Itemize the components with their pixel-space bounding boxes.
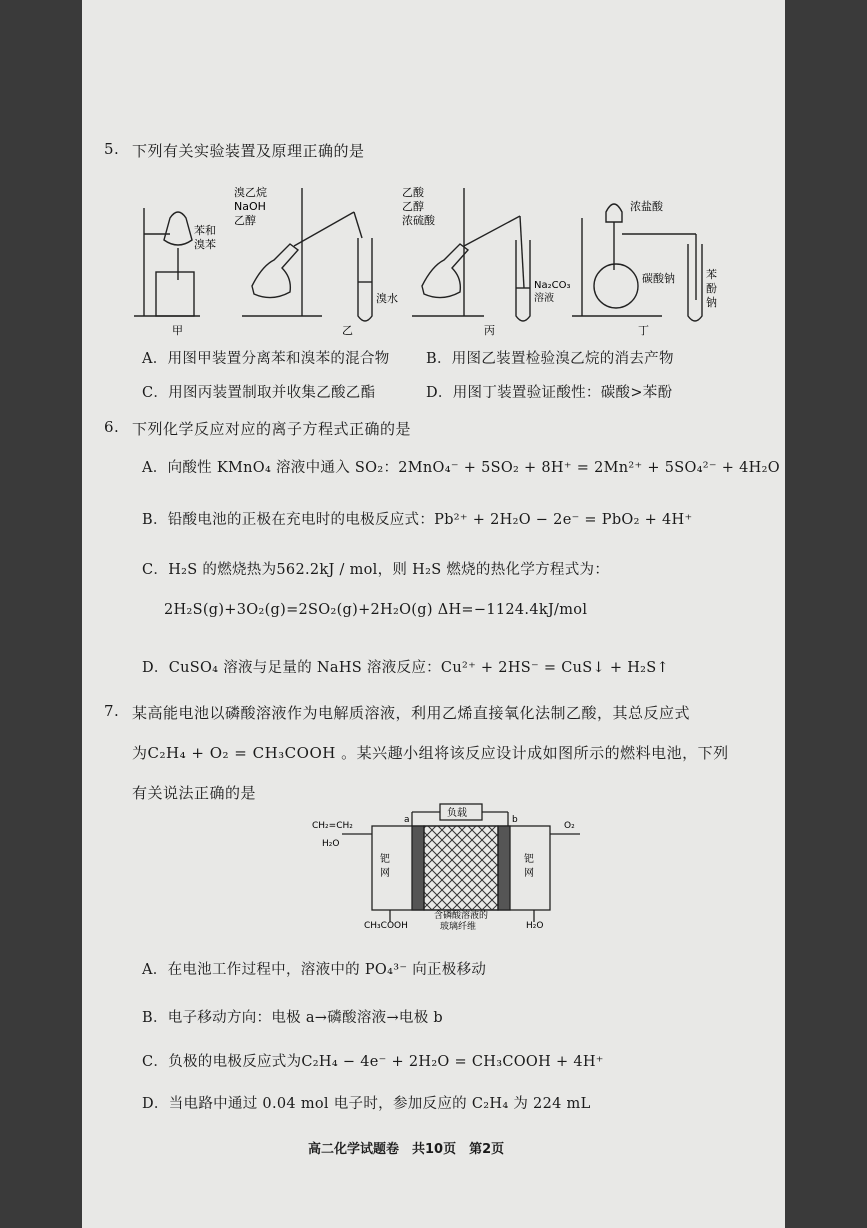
- ding-test-tube: [688, 244, 702, 321]
- bing-trap-label-1: Na₂CO₃: [534, 280, 571, 291]
- q5-option-d: D．用图丁装置验证酸性：碳酸>苯酚: [426, 385, 673, 401]
- bing-flask: [422, 244, 468, 298]
- ding-round-flask: [594, 264, 638, 308]
- q7-option-c: C．负极的电极反应式为C₂H₄ − 4e⁻ + 2H₂O = CH₃COOH + 4H⁺: [142, 1054, 604, 1070]
- q7-line2: 为C₂H₄ + O₂ = CH₃COOH 。某兴趣小组将该反应设计成如图所示的燃料电池，下列: [132, 744, 729, 762]
- yi-delivery-tube: [294, 212, 354, 246]
- page-footer: 高二化学试题卷 共10页 第2页: [308, 1142, 505, 1157]
- yi-trap-label: 溴水: [376, 292, 398, 305]
- q7-option-a: A．在电池工作过程中，溶液中的 PO₄³⁻ 向正极移动: [142, 962, 487, 978]
- q7-option-d: D．当电路中通过 0.04 mol 电子时，参加反应的 C₂H₄ 为 224 mL: [142, 1096, 591, 1112]
- q7-number: 7.: [104, 702, 120, 720]
- outlet-right-label: H₂O: [526, 921, 544, 930]
- caption-ding: 丁: [638, 324, 649, 337]
- mesh-right-label-2: 网: [524, 868, 534, 879]
- q6-option-a: A．向酸性 KMnO₄ 溶液中通入 SO₂：2MnO₄⁻ + 5SO₂ + 8H⁺ = 2Mn²⁺ + 5SO₄²⁻ + 4H₂O: [142, 460, 780, 476]
- ding-flask-label: 碳酸钠: [642, 272, 675, 285]
- q5-option-b: B．用图乙装置检验溴乙烷的消去产物: [426, 351, 674, 367]
- membrane-label-1: 含磷酸溶液的: [434, 911, 489, 921]
- electrode-b-label: b: [512, 815, 518, 825]
- ding-tube-label-1: 苯: [706, 268, 717, 281]
- q5-number: 5.: [104, 140, 120, 158]
- yi-test-tube: [358, 238, 372, 321]
- ding-tube-label-2: 酚: [706, 282, 717, 295]
- bing-trap-label-2: 溶液: [534, 293, 554, 304]
- glass-fiber-membrane: [424, 826, 498, 910]
- ding-funnel-label: 浓盐酸: [630, 200, 663, 213]
- q5-option-c: C．用图丙装置制取并收集乙酸乙酯: [142, 385, 376, 401]
- jia-label-1: 苯和: [194, 224, 216, 237]
- electrode-a-label: a: [404, 815, 410, 825]
- mesh-right-label-1: 钯: [524, 854, 534, 865]
- bing-label-3: 浓硫酸: [402, 214, 435, 227]
- membrane-label-2: 玻璃纤维: [440, 922, 477, 930]
- electrode-a: [412, 826, 424, 910]
- caption-yi: 乙: [342, 324, 353, 337]
- q6-option-b: B．铅酸电池的正极在充电时的电极反应式：Pb²⁺ + 2H₂O − 2e⁻ = PbO₂ + 4H⁺: [142, 512, 693, 528]
- jia-label-2: 溴苯: [194, 238, 216, 251]
- q6-option-c-line2: 2H₂S(g)+3O₂(g)=2SO₂(g)+2H₂O(g) ΔH=−1124.4kJ/mol: [164, 602, 588, 618]
- caption-jia: 甲: [172, 324, 183, 337]
- q7-fuel-cell-diagram: [312, 800, 602, 930]
- bing-label-1: 乙酸: [402, 186, 424, 199]
- jia-beaker: [156, 272, 194, 316]
- q7-line1: 某高能电池以磷酸溶液作为电解质溶液，利用乙烯直接氧化法制乙酸，其总反应式: [132, 704, 691, 722]
- inlet-left-label-2: H₂O: [322, 839, 340, 849]
- mesh-left-label-1: 钯: [380, 854, 390, 865]
- exam-page: [82, 0, 785, 1228]
- q6-number: 6.: [104, 418, 120, 436]
- inlet-left-label-1: CH₂=CH₂: [312, 821, 353, 831]
- electrode-b: [498, 826, 510, 910]
- q7-line3: 有关说法正确的是: [132, 784, 257, 802]
- bing-delivery-down: [520, 216, 524, 288]
- yi-flask: [252, 244, 298, 298]
- q7-option-b: B．电子移动方向：电极 a→磷酸溶液→电极 b: [142, 1010, 443, 1026]
- inlet-right-label: O₂: [564, 821, 575, 831]
- yi-label-3: 乙醇: [234, 214, 256, 227]
- q5-stem: 下列有关实验装置及原理正确的是: [132, 142, 365, 160]
- yi-label-2: NaOH: [234, 200, 266, 213]
- outlet-left-label: CH₃COOH: [364, 921, 408, 930]
- bing-delivery-tube: [464, 216, 520, 246]
- ding-tube-label-3: 钠: [706, 296, 717, 309]
- ding-dropping-funnel: [606, 204, 622, 222]
- jia-funnel: [164, 212, 192, 245]
- q6-option-c-line1: C．H₂S 的燃烧热为562.2kJ / mol，则 H₂S 燃烧的热化学方程式为：: [142, 562, 610, 578]
- yi-label-1: 溴乙烷: [234, 186, 267, 199]
- caption-bing: 丙: [484, 324, 495, 337]
- q6-option-d: D．CuSO₄ 溶液与足量的 NaHS 溶液反应：Cu²⁺ + 2HS⁻ = CuS↓ + H₂S↑: [142, 660, 669, 676]
- q5-apparatus-figure: [122, 178, 722, 338]
- bing-label-2: 乙醇: [402, 200, 424, 213]
- mesh-left-label-2: 网: [380, 868, 390, 879]
- yi-delivery-down: [354, 212, 362, 238]
- q6-stem: 下列化学反应对应的离子方程式正确的是: [132, 420, 412, 438]
- load-label: 负载: [447, 808, 467, 819]
- q5-option-a: A．用图甲装置分离苯和溴苯的混合物: [142, 351, 390, 367]
